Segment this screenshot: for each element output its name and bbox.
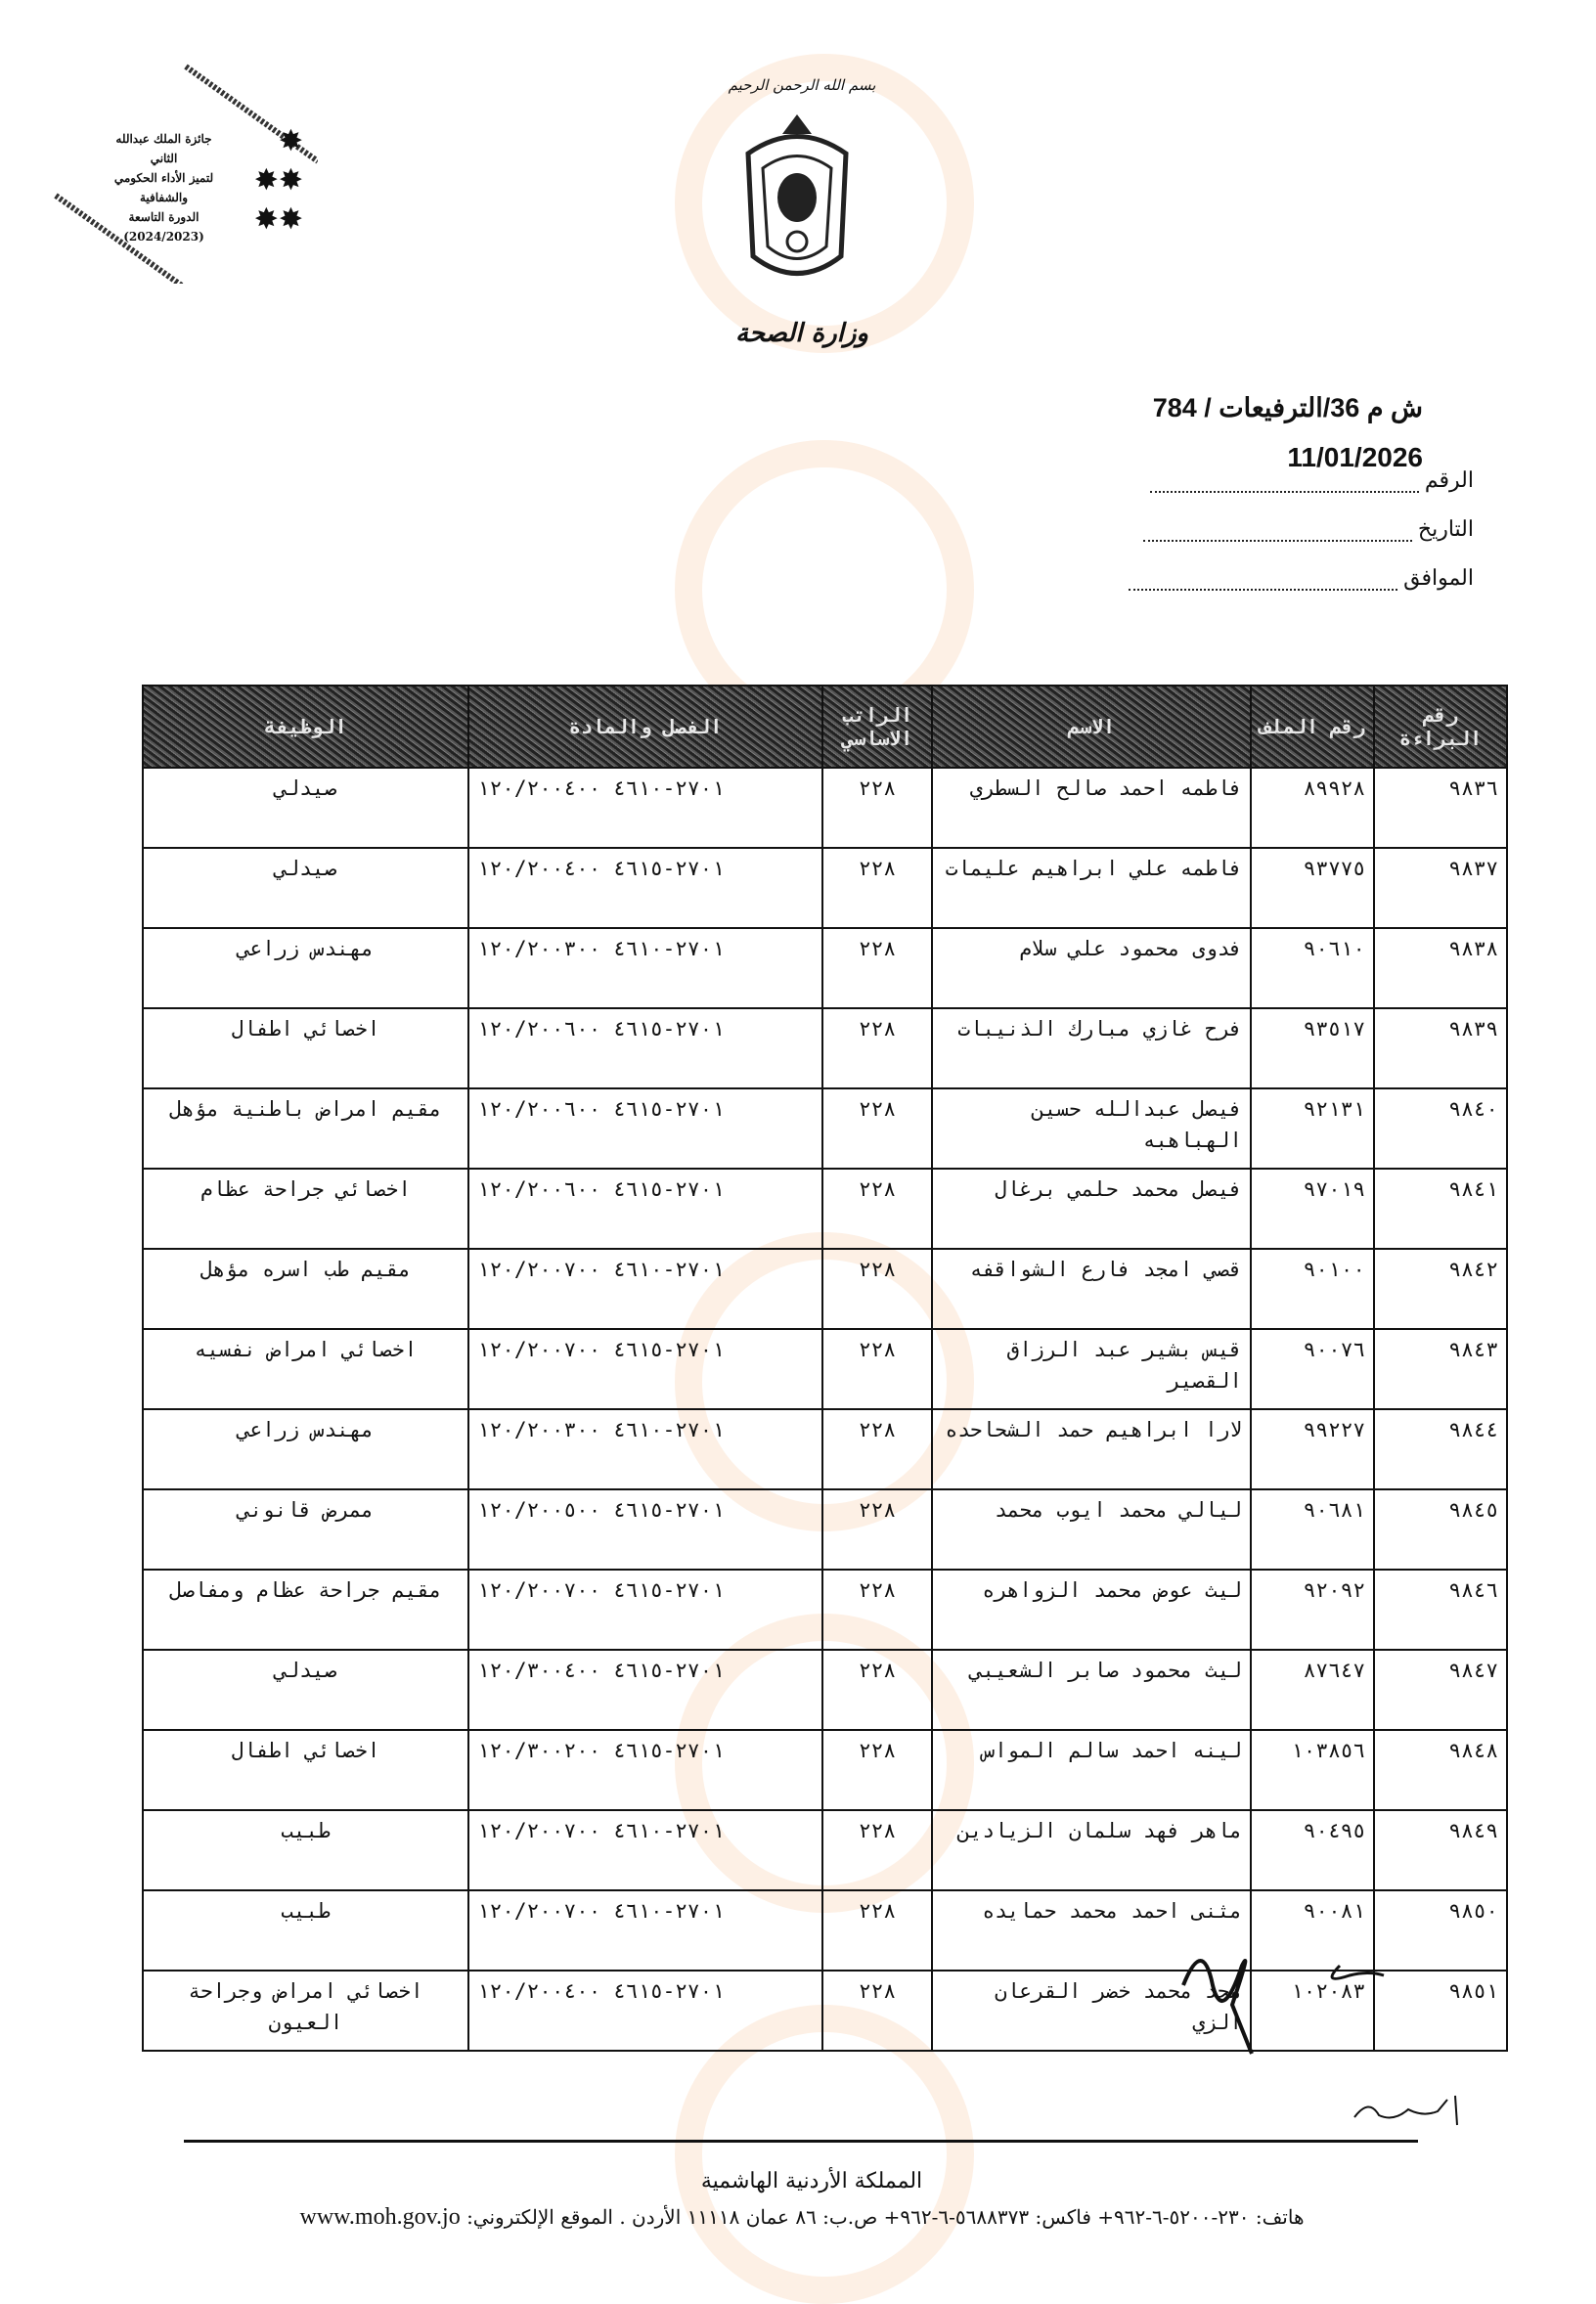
corresponding-field bbox=[1129, 565, 1474, 591]
employee-name-cell: فاطمه علي ابراهيم عليمات bbox=[932, 848, 1251, 928]
job-title-cell: صيدلي bbox=[143, 1650, 468, 1730]
job-title-cell: مقيم جراحة عظام ومفاصل bbox=[143, 1570, 468, 1650]
license-number-cell: ٩٨٤٠ bbox=[1374, 1088, 1507, 1169]
employee-name-cell: فرح غازي مبارك الذنيبات bbox=[932, 1008, 1251, 1088]
license-number-cell: ٩٨٣٩ bbox=[1374, 1008, 1507, 1088]
ministry-name: وزارة الصحة bbox=[735, 319, 868, 348]
header-file-number: رقم الملف bbox=[1251, 686, 1374, 768]
file-number-cell: ٩٩٢٢٧ bbox=[1251, 1409, 1374, 1489]
date-dotted-line bbox=[1143, 522, 1412, 542]
table-header-row bbox=[143, 686, 1507, 768]
basic-salary-cell: ٢٢٨ bbox=[822, 1650, 932, 1730]
table-row bbox=[143, 1570, 1507, 1650]
table-row bbox=[143, 928, 1507, 1008]
file-number-cell: ١٠٢٠٨٣ bbox=[1251, 1971, 1374, 2051]
basic-salary-cell: ٢٢٨ bbox=[822, 1810, 932, 1890]
basic-salary-cell: ٢٢٨ bbox=[822, 1008, 932, 1088]
file-number-cell: ٩٣٥١٧ bbox=[1251, 1008, 1374, 1088]
chapter-article-cell: ١٢٠/٢٠٠٧٠٠ ٤٦١٠-٢٧٠١ bbox=[468, 1249, 822, 1329]
job-title-cell: اخصائي امراض نفسيه bbox=[143, 1329, 468, 1409]
basic-salary-cell: ٢٢٨ bbox=[822, 928, 932, 1008]
license-number-cell: ٩٨٣٧ bbox=[1374, 848, 1507, 928]
table-row bbox=[143, 1329, 1507, 1409]
job-title-cell: صيدلي bbox=[143, 768, 468, 848]
file-number-cell: ٩٠٤٩٥ bbox=[1251, 1810, 1374, 1890]
chapter-article-cell: ١٢٠/٢٠٠٤٠٠ ٤٦١٥-٢٧٠١ bbox=[468, 848, 822, 928]
file-number-cell: ٩٠٠٨١ bbox=[1251, 1890, 1374, 1971]
license-number-cell: ٩٨٤٥ bbox=[1374, 1489, 1507, 1570]
handwritten-initials bbox=[1350, 2088, 1467, 2132]
file-number-cell: ٩٠٦١٠ bbox=[1251, 928, 1374, 1008]
license-number-cell: ٩٨٤٩ bbox=[1374, 1810, 1507, 1890]
file-number-cell: ١٠٣٨٥٦ bbox=[1251, 1730, 1374, 1810]
footer-website-link[interactable]: www.moh.gov.jo bbox=[299, 2204, 461, 2230]
license-number-cell: ٩٨٤٢ bbox=[1374, 1249, 1507, 1329]
table-row bbox=[143, 1810, 1507, 1890]
basic-salary-cell: ٢٢٨ bbox=[822, 1730, 932, 1810]
table-row bbox=[143, 1008, 1507, 1088]
award-line-1: جائزة الملك عبدالله الثاني bbox=[115, 132, 212, 165]
table-row bbox=[143, 848, 1507, 928]
employee-name-cell: ماهر فهد سلمان الزيادين bbox=[932, 1810, 1251, 1890]
table-row bbox=[143, 1249, 1507, 1329]
job-title-cell: صيدلي bbox=[143, 848, 468, 928]
license-number-cell: ٩٨٥١ bbox=[1374, 1971, 1507, 2051]
date-field bbox=[1143, 516, 1474, 542]
job-title-cell: اخصائي امراض وجراحة العيون bbox=[143, 1971, 468, 2051]
basic-salary-cell: ٢٢٨ bbox=[822, 1169, 932, 1249]
license-number-cell: ٩٨٤١ bbox=[1374, 1169, 1507, 1249]
chapter-article-cell: ١٢٠/٢٠٠٤٠٠ ٤٦١٥-٢٧٠١ bbox=[468, 1971, 822, 2051]
reference-date: 11/01/2026 bbox=[1287, 442, 1423, 472]
file-number-cell: ٨٧٦٤٧ bbox=[1251, 1650, 1374, 1730]
chapter-article-cell: ١٢٠/٢٠٠٣٠٠ ٤٦١٠-٢٧٠١ bbox=[468, 1409, 822, 1489]
file-number-cell: ٨٩٩٢٨ bbox=[1251, 768, 1374, 848]
footer-contact-text: هاتف: ٢٣٠-٥٢٠٠-٦-٩٦٢+ فاكس: ٥٦٨٨٣٧٣-٦-٩٦٢+ ص.ب: ٨٦ عمان ١١١١٨ الأردن . الموقع الإلكتروني: bbox=[466, 2205, 1305, 2229]
chapter-article-cell: ١٢٠/٣٠٠٤٠٠ ٤٦١٥-٢٧٠١ bbox=[468, 1650, 822, 1730]
basic-salary-cell: ٢٢٨ bbox=[822, 1890, 932, 1971]
employee-name-cell: ليث عوض محمد الزواهره bbox=[932, 1570, 1251, 1650]
award-line-2: لتميز الأداء الحكومي والشفافية bbox=[113, 171, 214, 204]
license-number-cell: ٩٨٣٨ bbox=[1374, 928, 1507, 1008]
job-title-cell: اخصائي اطفال bbox=[143, 1008, 468, 1088]
chapter-article-cell: ١٢٠/٢٠٠٦٠٠ ٤٦١٥-٢٧٠١ bbox=[468, 1008, 822, 1088]
number-dotted-line bbox=[1150, 473, 1419, 493]
license-number-cell: ٩٨٤٨ bbox=[1374, 1730, 1507, 1810]
license-number-cell: ٩٨٤٦ bbox=[1374, 1570, 1507, 1650]
table-row bbox=[143, 1169, 1507, 1249]
reference-number: ش م 36/الترفيعات / 784 bbox=[1152, 393, 1423, 422]
employee-name-cell: قيس بشير عبد الرزاق القصير bbox=[932, 1329, 1251, 1409]
employee-name-cell: فدوى محمود علي سلام bbox=[932, 928, 1251, 1008]
job-title-cell: طبيب bbox=[143, 1890, 468, 1971]
employee-name-cell: مثنى احمد محمد حمايده bbox=[932, 1890, 1251, 1971]
number-label: الرقم bbox=[1424, 467, 1474, 492]
chapter-article-cell: ١٢٠/٣٠٠٢٠٠ ٤٦١٥-٢٧٠١ bbox=[468, 1730, 822, 1810]
chapter-article-cell: ١٢٠/٢٠٠٣٠٠ ٤٦١٠-٢٧٠١ bbox=[468, 928, 822, 1008]
basic-salary-cell: ٢٢٨ bbox=[822, 1971, 932, 2051]
employee-name-cell: لارا ابراهيم حمد الشحاحده bbox=[932, 1409, 1251, 1489]
table-row bbox=[143, 1409, 1507, 1489]
job-title-cell: مقيم امراض باطنية مؤهل bbox=[143, 1088, 468, 1169]
basic-salary-cell: ٢٢٨ bbox=[822, 1249, 932, 1329]
job-title-cell: مهندس زراعي bbox=[143, 928, 468, 1008]
table-row bbox=[143, 1489, 1507, 1570]
basic-salary-cell: ٢٢٨ bbox=[822, 848, 932, 928]
employee-name-cell: قصي امجد فارع الشواقفه bbox=[932, 1249, 1251, 1329]
signature bbox=[1174, 1927, 1408, 2063]
footer-contact bbox=[264, 2204, 1340, 2231]
header-license-number: رقم البراءة bbox=[1374, 686, 1507, 768]
basic-salary-cell: ٢٢٨ bbox=[822, 1329, 932, 1409]
chapter-article-cell: ١٢٠/٢٠٠٤٠٠ ٤٦١٠-٢٧٠١ bbox=[468, 768, 822, 848]
date-label: التاريخ bbox=[1417, 516, 1474, 541]
job-title-cell: اخصائي جراحة عظام bbox=[143, 1169, 468, 1249]
footer-divider bbox=[184, 2140, 1418, 2143]
number-field bbox=[1150, 467, 1474, 493]
job-title-cell: ممرض قانوني bbox=[143, 1489, 468, 1570]
employee-name-cell: مجد محمد خضر القرعان الزي bbox=[932, 1971, 1251, 2051]
header-name: الاسم bbox=[932, 686, 1251, 768]
file-number-cell: ٩٢١٣١ bbox=[1251, 1088, 1374, 1169]
corresponding-label: الموافق bbox=[1403, 565, 1474, 590]
chapter-article-cell: ١٢٠/٢٠٠٧٠٠ ٤٦١٥-٢٧٠١ bbox=[468, 1570, 822, 1650]
chapter-article-cell: ١٢٠/٢٠٠٦٠٠ ٤٦١٥-٢٧٠١ bbox=[468, 1169, 822, 1249]
table-row bbox=[143, 1650, 1507, 1730]
license-number-cell: ٩٨٤٣ bbox=[1374, 1329, 1507, 1409]
chapter-article-cell: ١٢٠/٢٠٠٦٠٠ ٤٦١٥-٢٧٠١ bbox=[468, 1088, 822, 1169]
job-title-cell: مقيم طب اسره مؤهل bbox=[143, 1249, 468, 1329]
award-line-3: الدورة التاسعة bbox=[128, 210, 200, 224]
award-line-4: (2024/2023) bbox=[123, 230, 204, 244]
employee-name-cell: ليالي محمد ايوب محمد bbox=[932, 1489, 1251, 1570]
employee-name-cell: ليث محمود صابر الشعيبي bbox=[932, 1650, 1251, 1730]
chapter-article-cell: ١٢٠/٢٠٠٧٠٠ ٤٦١٠-٢٧٠١ bbox=[468, 1890, 822, 1971]
file-number-cell: ٩٠١٠٠ bbox=[1251, 1249, 1374, 1329]
license-number-cell: ٩٨٣٦ bbox=[1374, 768, 1507, 848]
award-stars-icon: ✸ ✸✸ ✸✸ bbox=[253, 124, 303, 237]
footer-country: المملكة الأردنية الهاشمية bbox=[700, 2169, 923, 2193]
job-title-cell: طبيب bbox=[143, 1810, 468, 1890]
header-chapter-article: الفصل والمادة bbox=[468, 686, 822, 768]
job-title-cell: اخصائي اطفال bbox=[143, 1730, 468, 1810]
table-row bbox=[143, 1730, 1507, 1810]
chapter-article-cell: ١٢٠/٢٠٠٧٠٠ ٤٦١٥-٢٧٠١ bbox=[468, 1329, 822, 1409]
basic-salary-cell: ٢٢٨ bbox=[822, 1570, 932, 1650]
job-title-cell: مهندس زراعي bbox=[143, 1409, 468, 1489]
file-number-cell: ٩٣٧٧٥ bbox=[1251, 848, 1374, 928]
employee-name-cell: فاطمه احمد صالح السطري bbox=[932, 768, 1251, 848]
file-number-cell: ٩٧٠١٩ bbox=[1251, 1169, 1374, 1249]
corresponding-dotted-line bbox=[1129, 571, 1397, 591]
basic-salary-cell: ٢٢٨ bbox=[822, 768, 932, 848]
file-number-cell: ٩٠٦٨١ bbox=[1251, 1489, 1374, 1570]
file-number-cell: ٩٢٠٩٢ bbox=[1251, 1570, 1374, 1650]
jordan-coat-of-arms-icon bbox=[729, 110, 865, 290]
employee-name-cell: فيصل عبدالله حسين الهباهبه bbox=[932, 1088, 1251, 1169]
basic-salary-cell: ٢٢٨ bbox=[822, 1489, 932, 1570]
chapter-article-cell: ١٢٠/٢٠٠٧٠٠ ٤٦١٠-٢٧٠١ bbox=[468, 1810, 822, 1890]
basic-salary-cell: ٢٢٨ bbox=[822, 1409, 932, 1489]
chapter-article-cell: ١٢٠/٢٠٠٥٠٠ ٤٦١٥-٢٧٠١ bbox=[468, 1489, 822, 1570]
header-basic-salary: الراتب الاساسي bbox=[822, 686, 932, 768]
table-row bbox=[143, 768, 1507, 848]
promotions-table bbox=[142, 685, 1508, 2052]
award-stamp bbox=[54, 59, 318, 284]
license-number-cell: ٩٨٤٤ bbox=[1374, 1409, 1507, 1489]
basic-salary-cell: ٢٢٨ bbox=[822, 1088, 932, 1169]
license-number-cell: ٩٨٤٧ bbox=[1374, 1650, 1507, 1730]
table-row bbox=[143, 1088, 1507, 1169]
file-number-cell: ٩٠٠٧٦ bbox=[1251, 1329, 1374, 1409]
employee-name-cell: لينه احمد سالم المواس bbox=[932, 1730, 1251, 1810]
basmala: بسم الله الرحمن الرحيم bbox=[728, 76, 876, 94]
employee-name-cell: فيصل محمد حلمي برغال bbox=[932, 1169, 1251, 1249]
license-number-cell: ٩٨٥٠ bbox=[1374, 1890, 1507, 1971]
header-job-title: الوظيفة bbox=[143, 686, 468, 768]
